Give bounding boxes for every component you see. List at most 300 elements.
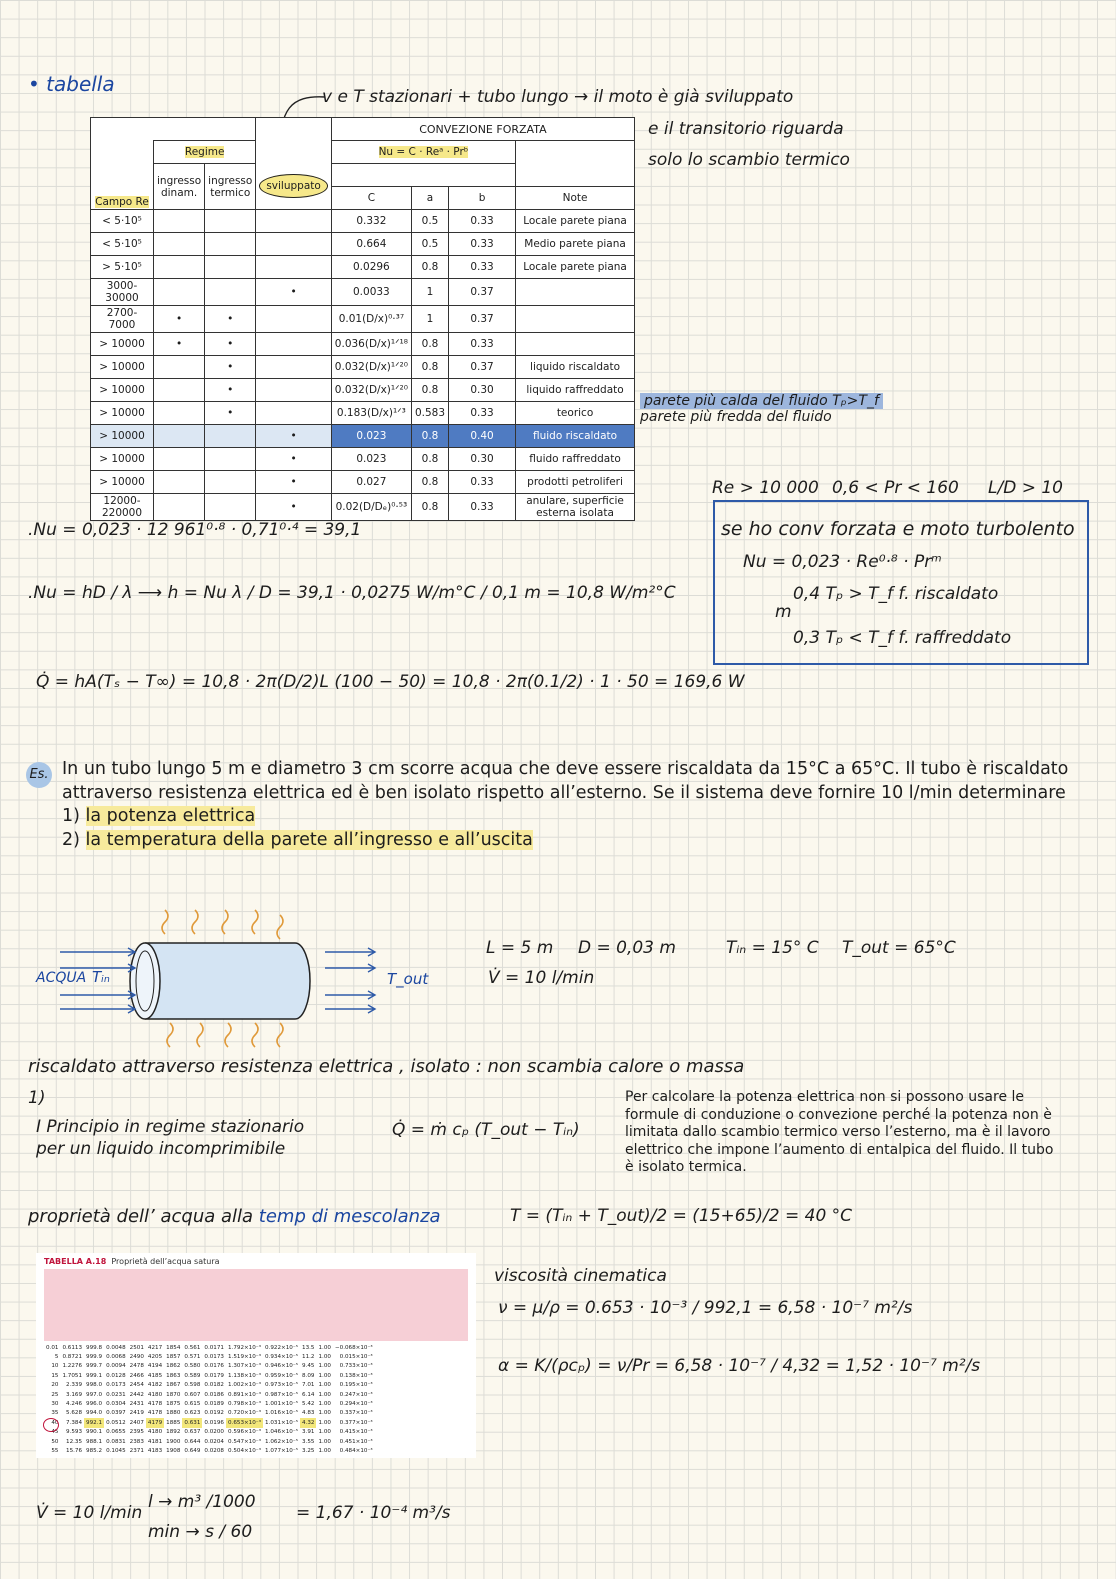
water-cell: 988.1 bbox=[86, 1438, 103, 1445]
water-cell: 1870 bbox=[166, 1391, 181, 1398]
conv-cell-c: 0.023 bbox=[331, 425, 411, 448]
question-2: 2) la temperatura della parete all’ingresso e all’uscita bbox=[62, 829, 533, 850]
exercise-text: In un tubo lungo 5 m e diametro 3 cm scorre acqua che deve essere riscaldata da 15°C a 65°C. Il tubo è riscaldato attraverso resistenza elettrica ed è ben isolato rispetto all’esterno. Se il sistema deve fornire 10 l/min determinare 1) la potenza elettrica 2) la temperatura della parete all’ingresso e all’uscita bbox=[62, 759, 1069, 850]
col-ingresso-dinam: ingresso dinam. bbox=[154, 164, 205, 210]
water-cell: 0.0094 bbox=[106, 1363, 126, 1370]
water-cell: 999.9 bbox=[86, 1354, 103, 1361]
water-cell: 1.077×10⁻⁵ bbox=[265, 1447, 299, 1454]
water-cell: 15.76 bbox=[66, 1447, 83, 1454]
col-note: Note bbox=[516, 187, 635, 210]
water-cell: 1.00 bbox=[318, 1363, 331, 1370]
condition-ld: L/D > 10 bbox=[988, 478, 1063, 498]
given-Tout: T_out = 65°C bbox=[842, 938, 956, 958]
water-cell: 0.561 bbox=[184, 1344, 201, 1351]
conv-cell-t: • bbox=[205, 356, 256, 379]
conv-row bbox=[91, 333, 635, 356]
col-campo: Campo Re bbox=[95, 196, 149, 208]
water-cell: 2395 bbox=[129, 1429, 144, 1436]
water-cell: 1.00 bbox=[318, 1438, 331, 1445]
conv-cell-s: • bbox=[256, 471, 331, 494]
conv-cell-t: • bbox=[205, 379, 256, 402]
water-cell: 7.01 bbox=[302, 1382, 315, 1389]
given-Tin: Tᵢₙ = 15° C bbox=[726, 938, 819, 958]
water-cell: 1.307×10⁻³ bbox=[227, 1363, 261, 1370]
conv-cell-d bbox=[154, 256, 205, 279]
water-cell: 0.0179 bbox=[204, 1372, 224, 1379]
water-cell: 0.987×10⁻⁵ bbox=[265, 1391, 299, 1398]
conv-cell-a: 0.8 bbox=[411, 256, 448, 279]
conv-cell-c: 0.032(D/x)¹ᐟ²⁰ bbox=[331, 379, 411, 402]
conv-row bbox=[91, 494, 635, 521]
conv-cell-a: 0.5 bbox=[411, 210, 448, 233]
water-cell: 1.138×10⁻³ bbox=[227, 1372, 261, 1379]
formula-label: Nu = C · Reᵃ · Prᵇ bbox=[378, 146, 469, 158]
water-cell: 0.596×10⁻³ bbox=[227, 1429, 261, 1436]
part1-principle2: per un liquido incomprimibile bbox=[36, 1139, 286, 1159]
conv-cell-a: 1 bbox=[411, 306, 448, 333]
visc-alpha: α = K/(ρcₚ) = ν/Pr = 6,58 · 10⁻⁷ / 4,32 = 1,52 · 10⁻⁷ m²/s bbox=[498, 1356, 981, 1376]
col-ingresso-termico: ingresso termico bbox=[205, 164, 256, 210]
conv-cell-b: 0.37 bbox=[449, 306, 516, 333]
water-cell: 1.792×10⁻³ bbox=[227, 1344, 261, 1351]
conv-cell-re: > 5·10⁵ bbox=[91, 256, 154, 279]
water-cell: 0.01 bbox=[46, 1344, 59, 1351]
conv-cell-c: 0.183(D/x)¹ᐟ³ bbox=[331, 402, 411, 425]
water-cell: 1.00 bbox=[318, 1419, 331, 1426]
calc-nu: .Nu = 0,023 · 12 961⁰·⁸ · 0,71⁰·⁴ = 39,1 bbox=[28, 520, 362, 540]
conv-cell-s bbox=[256, 306, 331, 333]
props-tmix: T = (Tᵢₙ + T_out)/2 = (15+65)/2 = 40 °C bbox=[510, 1206, 853, 1226]
water-cell: 0.377×10⁻³ bbox=[339, 1419, 373, 1426]
water-cell: 4178 bbox=[147, 1401, 163, 1408]
water-cell: 3.25 bbox=[302, 1447, 315, 1454]
conv-cell-b: 0.37 bbox=[449, 279, 516, 306]
water-table-title: TABELLA A.18 Proprietà dell’acqua satura bbox=[44, 1257, 220, 1266]
conv-cell-t bbox=[205, 210, 256, 233]
conv-cell-c: 0.02(D/Dₑ)⁰·⁵³ bbox=[331, 494, 411, 521]
water-cell: 1.031×10⁻⁵ bbox=[265, 1419, 299, 1426]
water-cell: 0.0189 bbox=[204, 1401, 224, 1408]
conv-cell-note: fluido raffreddato bbox=[516, 448, 635, 471]
conv-cell-a: 0.8 bbox=[411, 448, 448, 471]
conv-cell-a: 0.5 bbox=[411, 233, 448, 256]
water-cell: 30 bbox=[51, 1401, 59, 1408]
conv-cell-t: • bbox=[205, 306, 256, 333]
conv-cell-c: 0.0033 bbox=[331, 279, 411, 306]
given-D: D = 0,03 m bbox=[578, 938, 676, 958]
conv-cell-s bbox=[256, 379, 331, 402]
water-row bbox=[44, 1428, 375, 1437]
water-cell: 0.973×10⁻⁵ bbox=[265, 1382, 299, 1389]
water-cell: 4194 bbox=[147, 1363, 163, 1370]
conv-cell-re: > 10000 bbox=[91, 379, 154, 402]
water-row bbox=[44, 1437, 375, 1446]
conv-cell-note bbox=[516, 333, 635, 356]
water-properties-table bbox=[36, 1253, 476, 1458]
water-cell: 2371 bbox=[129, 1447, 144, 1454]
water-cell: 1.00 bbox=[318, 1344, 331, 1351]
water-cell: 7.384 bbox=[66, 1419, 83, 1426]
water-cell: 0.0171 bbox=[204, 1344, 224, 1351]
water-cell: 1.001×10⁻⁵ bbox=[265, 1401, 299, 1408]
water-row bbox=[44, 1362, 375, 1371]
water-cell: 2419 bbox=[129, 1410, 144, 1417]
water-cell: 0.580 bbox=[184, 1363, 201, 1370]
water-cell: 0.451×10⁻³ bbox=[339, 1438, 373, 1445]
conv-cell-t: • bbox=[205, 333, 256, 356]
visc-nu: ν = μ/ρ = 0.653 · 10⁻³ / 992,1 = 6,58 · 10⁻⁷ m²/s bbox=[498, 1298, 913, 1318]
water-cell: 13.5 bbox=[302, 1344, 315, 1351]
water-cell: 0.571 bbox=[184, 1354, 201, 1361]
water-cell: 0.1045 bbox=[106, 1447, 126, 1454]
conv-cell-c: 0.036(D/x)¹ᐟ¹⁸ bbox=[331, 333, 411, 356]
conv-cell-b: 0.33 bbox=[449, 333, 516, 356]
arrow-note-line1: v e T stazionari + tubo lungo → il moto è già sviluppato bbox=[322, 87, 794, 107]
conv-row bbox=[91, 356, 635, 379]
water-cell: 1.00 bbox=[318, 1354, 331, 1361]
water-cell: 2501 bbox=[129, 1344, 144, 1351]
water-cell: 3.91 bbox=[302, 1429, 315, 1436]
water-cell: 0.0173 bbox=[106, 1382, 126, 1389]
water-cell: 0.922×10⁻⁵ bbox=[265, 1344, 299, 1351]
conv-cell-t bbox=[205, 279, 256, 306]
water-cell: 0.6113 bbox=[62, 1344, 83, 1351]
conv-cell-t: • bbox=[205, 402, 256, 425]
water-cell: 9.593 bbox=[66, 1429, 83, 1436]
water-cell: 1880 bbox=[166, 1410, 181, 1417]
calc-q: Q̇ = hA(Tₛ − T∞) = 10,8 · 2π(D/2)L (100 − 50) = 10,8 · 2π(0.1/2) · 1 · 50 = 169,6 W bbox=[36, 672, 745, 692]
heat-waves-bottom bbox=[167, 1023, 283, 1047]
visc-label: viscosità cinematica bbox=[494, 1266, 667, 1286]
conv-cell-re: > 10000 bbox=[91, 402, 154, 425]
conv-cell-s: • bbox=[256, 448, 331, 471]
conv-cell-a: 0.8 bbox=[411, 471, 448, 494]
water-cell: 0.547×10⁻³ bbox=[227, 1438, 261, 1445]
water-cell: 2454 bbox=[129, 1382, 144, 1389]
props-label: proprietà dell’ acqua alla temp di mescolanza bbox=[28, 1206, 441, 1227]
box-formula: Nu = 0,023 · Re⁰·⁸ · Prᵐ bbox=[743, 552, 942, 572]
conv-cell-note bbox=[516, 306, 635, 333]
conv-cell-re: > 10000 bbox=[91, 333, 154, 356]
conv-cell-note: fluido riscaldato bbox=[516, 425, 635, 448]
water-cell: 0.0655 bbox=[106, 1429, 126, 1436]
water-cell: 999.1 bbox=[86, 1372, 103, 1379]
water-cell: −0.068×10⁻³ bbox=[334, 1344, 373, 1351]
conv-cell-c: 0.0296 bbox=[331, 256, 411, 279]
arrow-note-line2: e il transitorio riguarda bbox=[648, 119, 844, 139]
conv-row bbox=[91, 306, 635, 333]
conv-cell-d bbox=[154, 233, 205, 256]
conv-cell-s bbox=[256, 333, 331, 356]
water-cell: 2442 bbox=[129, 1391, 144, 1398]
water-cell: 0.733×10⁻³ bbox=[339, 1363, 373, 1370]
conv-cell-d bbox=[154, 471, 205, 494]
conv-cell-re: > 10000 bbox=[91, 356, 154, 379]
box-m: m bbox=[775, 602, 792, 622]
water-cell: 994.0 bbox=[86, 1410, 103, 1417]
water-cell: 0.0176 bbox=[204, 1363, 224, 1370]
turbulent-box bbox=[713, 500, 1089, 665]
conv-cell-s bbox=[256, 402, 331, 425]
col-a: a bbox=[411, 187, 448, 210]
conv-cell-note bbox=[516, 279, 635, 306]
pipe-diagram bbox=[30, 905, 430, 1055]
water-cell: 1892 bbox=[166, 1429, 181, 1436]
water-cell: 11.2 bbox=[302, 1354, 315, 1361]
conv-cell-note: anulare, superficie esterna isolata bbox=[516, 494, 635, 521]
conv-cell-t bbox=[205, 256, 256, 279]
water-cell: 0.644 bbox=[184, 1438, 201, 1445]
water-cell: 0.0204 bbox=[204, 1438, 224, 1445]
water-row bbox=[44, 1418, 375, 1427]
water-row bbox=[44, 1446, 375, 1455]
water-cell: 997.0 bbox=[86, 1391, 103, 1398]
water-cell: 985.2 bbox=[86, 1447, 103, 1454]
water-cell: 1.00 bbox=[318, 1401, 331, 1408]
conv-cell-note: Medio parete piana bbox=[516, 233, 635, 256]
water-cell: 0.637 bbox=[184, 1429, 201, 1436]
water-cell: 1908 bbox=[166, 1447, 181, 1454]
water-cell: 9.45 bbox=[302, 1363, 315, 1370]
water-cell: 2478 bbox=[129, 1363, 144, 1370]
water-cell: 1900 bbox=[166, 1438, 181, 1445]
water-cell: 1867 bbox=[166, 1382, 181, 1389]
water-cell: 4179 bbox=[147, 1419, 163, 1426]
water-cell: 0.653×10⁻³ bbox=[227, 1419, 261, 1426]
water-cell: 1.046×10⁻⁵ bbox=[265, 1429, 299, 1436]
box-case-heated: 0,4 Tₚ > T_f f. riscaldato bbox=[793, 584, 999, 604]
exercise-badge: Es. bbox=[26, 762, 52, 788]
conv-cell-t bbox=[205, 471, 256, 494]
conv-cell-note: liquido raffreddato bbox=[516, 379, 635, 402]
water-cell: 50 bbox=[51, 1438, 59, 1445]
conv-cell-s: • bbox=[256, 425, 331, 448]
conv-cell-note: liquido riscaldato bbox=[516, 356, 635, 379]
condition-pr: 0,6 < Pr < 160 bbox=[832, 478, 959, 498]
water-row bbox=[44, 1371, 375, 1380]
water-cell: 0.798×10⁻³ bbox=[227, 1401, 261, 1408]
water-cell: 0.959×10⁻⁵ bbox=[265, 1372, 299, 1379]
conv-cell-b: 0.40 bbox=[449, 425, 516, 448]
water-cell: 3.55 bbox=[302, 1438, 315, 1445]
conv-cell-d bbox=[154, 425, 205, 448]
water-row bbox=[44, 1381, 375, 1390]
water-row bbox=[44, 1409, 375, 1418]
water-cell: 0.138×10⁻³ bbox=[339, 1372, 373, 1379]
conv-row bbox=[91, 448, 635, 471]
row-40-circle bbox=[43, 1418, 59, 1432]
water-cell: 1.00 bbox=[318, 1429, 331, 1436]
conv-cell-s bbox=[256, 210, 331, 233]
conv-row bbox=[91, 425, 635, 448]
water-cell: 0.0068 bbox=[106, 1354, 126, 1361]
water-cell: 1.00 bbox=[318, 1382, 331, 1389]
water-cell: 996.0 bbox=[86, 1401, 103, 1408]
water-row bbox=[44, 1352, 375, 1361]
water-cell: 0.649 bbox=[184, 1447, 201, 1454]
conv-cell-note: Locale parete piana bbox=[516, 256, 635, 279]
conv-row bbox=[91, 210, 635, 233]
heading: • tabella bbox=[28, 72, 115, 96]
conv-cell-b: 0.33 bbox=[449, 256, 516, 279]
water-cell: 0.8721 bbox=[62, 1354, 83, 1361]
water-cell: 0.415×10⁻³ bbox=[339, 1429, 373, 1436]
printed-note: Per calcolare la potenza elettrica non si possono usare le formule di conduzione o convezione perché la potenza non è limitata dallo scambio termico verso l’esterno, ma è il lavoro elettrico che impone l’aumento di entalpica del fluido. Il tubo è isolato termica. bbox=[625, 1089, 1054, 1176]
conv-cell-b: 0.33 bbox=[449, 210, 516, 233]
water-cell: 0.891×10⁻³ bbox=[227, 1391, 261, 1398]
water-cell: 8.09 bbox=[302, 1372, 315, 1379]
water-cell: 4180 bbox=[147, 1391, 163, 1398]
diagram-tout: T_out bbox=[387, 970, 429, 988]
water-cell: 2.339 bbox=[66, 1382, 83, 1389]
conv-title: CONVEZIONE FORZATA bbox=[331, 118, 634, 141]
conv-row bbox=[91, 402, 635, 425]
water-cell: 4.32 bbox=[302, 1419, 315, 1426]
water-cell: 35 bbox=[51, 1410, 59, 1417]
box-case-cooled: 0,3 Tₚ < T_f f. raffreddato bbox=[793, 628, 1012, 648]
water-cell: 15 bbox=[51, 1372, 59, 1379]
water-cell: 0.946×10⁻⁵ bbox=[265, 1363, 299, 1370]
water-cell: 5.628 bbox=[66, 1410, 83, 1417]
water-cell: 3.169 bbox=[66, 1391, 83, 1398]
conv-cell-s: • bbox=[256, 279, 331, 306]
water-cell: 0.0200 bbox=[204, 1429, 224, 1436]
flow-vdot: V̇ = 10 l/min bbox=[36, 1503, 143, 1523]
conv-cell-s bbox=[256, 233, 331, 256]
water-cell: 4.246 bbox=[66, 1401, 83, 1408]
water-cell: 0.294×10⁻³ bbox=[339, 1401, 373, 1408]
water-cell: 0.615 bbox=[184, 1401, 201, 1408]
conv-cell-re: 3000-30000 bbox=[91, 279, 154, 306]
conv-cell-re: < 5·10⁵ bbox=[91, 210, 154, 233]
water-cell: 4182 bbox=[147, 1382, 163, 1389]
conv-cell-d: • bbox=[154, 333, 205, 356]
water-cell: 20 bbox=[51, 1382, 59, 1389]
conv-cell-d bbox=[154, 379, 205, 402]
calc-h: .Nu = hD / λ ⟶ h = Nu λ / D = 39,1 · 0,0275 W/m°C / 0,1 m = 10,8 W/m²°C bbox=[28, 583, 676, 603]
conv-cell-c: 0.027 bbox=[331, 471, 411, 494]
water-cell: 0.623 bbox=[184, 1410, 201, 1417]
water-cell: 0.195×10⁻³ bbox=[339, 1382, 373, 1389]
conv-cell-t bbox=[205, 425, 256, 448]
water-cell: 2407 bbox=[129, 1419, 144, 1426]
conv-cell-re: > 10000 bbox=[91, 425, 154, 448]
water-cell: 1.00 bbox=[318, 1447, 331, 1454]
water-cell: 0.0192 bbox=[204, 1410, 224, 1417]
water-cell: 1875 bbox=[166, 1401, 181, 1408]
conv-cell-b: 0.30 bbox=[449, 448, 516, 471]
water-cell: 1.016×10⁻⁵ bbox=[265, 1410, 299, 1417]
bullet: • bbox=[28, 72, 47, 96]
water-cell: 0.0231 bbox=[106, 1391, 126, 1398]
water-cell: 0.598 bbox=[184, 1382, 201, 1389]
water-row bbox=[44, 1399, 375, 1408]
conv-cell-a: 0.8 bbox=[411, 379, 448, 402]
given-V: V̇ = 10 l/min bbox=[488, 968, 595, 988]
col-sviluppato: sviluppato bbox=[259, 174, 327, 198]
convection-table bbox=[90, 117, 635, 521]
insulated-note: riscaldato attraverso resistenza elettrica , isolato : non scambia calore o massa bbox=[28, 1056, 745, 1077]
water-cell: 0.0208 bbox=[204, 1447, 224, 1454]
water-cell: 4180 bbox=[147, 1429, 163, 1436]
water-cell: 1.002×10⁻³ bbox=[227, 1382, 261, 1389]
conv-cell-re: 12000-220000 bbox=[91, 494, 154, 521]
conv-cell-t bbox=[205, 448, 256, 471]
conv-cell-a: 0.8 bbox=[411, 333, 448, 356]
conv-cell-t bbox=[205, 233, 256, 256]
conv-cell-d: • bbox=[154, 306, 205, 333]
conv-cell-d bbox=[154, 356, 205, 379]
conv-row bbox=[91, 379, 635, 402]
water-cell: 0.0512 bbox=[106, 1419, 126, 1426]
conv-cell-note: prodotti petroliferi bbox=[516, 471, 635, 494]
water-cell: 998.0 bbox=[86, 1382, 103, 1389]
conv-cell-note: teorico bbox=[516, 402, 635, 425]
given-L: L = 5 m bbox=[486, 938, 554, 958]
diagram-tin: Tᵢₙ bbox=[92, 968, 110, 986]
conv-cell-b: 0.37 bbox=[449, 356, 516, 379]
water-cell: 2490 bbox=[129, 1354, 144, 1361]
conv-cell-d bbox=[154, 279, 205, 306]
conv-cell-re: > 10000 bbox=[91, 471, 154, 494]
conv-row bbox=[91, 233, 635, 256]
water-cell: 0.934×10⁻⁵ bbox=[265, 1354, 299, 1361]
conv-cell-b: 0.33 bbox=[449, 471, 516, 494]
water-cell: 0.0304 bbox=[106, 1401, 126, 1408]
flow-result: = 1,67 · 10⁻⁴ m³/s bbox=[296, 1503, 451, 1523]
col-c: C bbox=[331, 187, 411, 210]
water-cell: 0.247×10⁻³ bbox=[339, 1391, 373, 1398]
conv-cell-s bbox=[256, 356, 331, 379]
water-cell: 0.0173 bbox=[204, 1354, 224, 1361]
water-cell: 4181 bbox=[147, 1438, 163, 1445]
water-cell: 0.631 bbox=[184, 1419, 201, 1426]
col-b: b bbox=[449, 187, 516, 210]
conv-cell-d bbox=[154, 494, 205, 521]
water-cell: 4178 bbox=[147, 1410, 163, 1417]
part1-principle: I Principio in regime stazionario bbox=[36, 1117, 305, 1137]
conv-row bbox=[91, 279, 635, 306]
water-cell: 4205 bbox=[147, 1354, 163, 1361]
water-cell: 1857 bbox=[166, 1354, 181, 1361]
conv-cell-re: > 10000 bbox=[91, 448, 154, 471]
water-cell: 0.589 bbox=[184, 1372, 201, 1379]
pipe-opening bbox=[130, 943, 160, 1019]
water-cell: 992.1 bbox=[86, 1419, 103, 1426]
water-cell: 0.337×10⁻³ bbox=[339, 1410, 373, 1417]
water-cell: 0.504×10⁻³ bbox=[227, 1447, 261, 1454]
water-cell: 990.1 bbox=[86, 1429, 103, 1436]
part1-equation: Q̇ = ṁ cₚ (T_out − Tᵢₙ) bbox=[392, 1120, 580, 1140]
conv-cell-c: 0.01(D/x)⁰·³⁷ bbox=[331, 306, 411, 333]
regime-label: Regime bbox=[184, 146, 225, 158]
water-cell: 1.2276 bbox=[62, 1363, 83, 1370]
water-cell: 12.35 bbox=[66, 1438, 83, 1445]
water-cell: 1.7051 bbox=[62, 1372, 83, 1379]
water-cell: 55 bbox=[51, 1447, 59, 1454]
water-cell: 0.484×10⁻³ bbox=[339, 1447, 373, 1454]
flow-conv2: min → s / 60 bbox=[148, 1522, 253, 1542]
water-cell: 45 bbox=[51, 1429, 59, 1436]
conv-cell-c: 0.332 bbox=[331, 210, 411, 233]
flow-conv1: l → m³ /1000 bbox=[148, 1492, 256, 1512]
condition-re: Re > 10 000 bbox=[712, 478, 819, 498]
side-note-hot: parete più calda del fluido Tₚ>T_f bbox=[640, 393, 883, 409]
water-cell: 4217 bbox=[147, 1344, 163, 1351]
diagram-acqua: ACQUA bbox=[36, 970, 87, 986]
water-cell: 4183 bbox=[147, 1447, 163, 1454]
water-cell: 2466 bbox=[129, 1372, 144, 1379]
